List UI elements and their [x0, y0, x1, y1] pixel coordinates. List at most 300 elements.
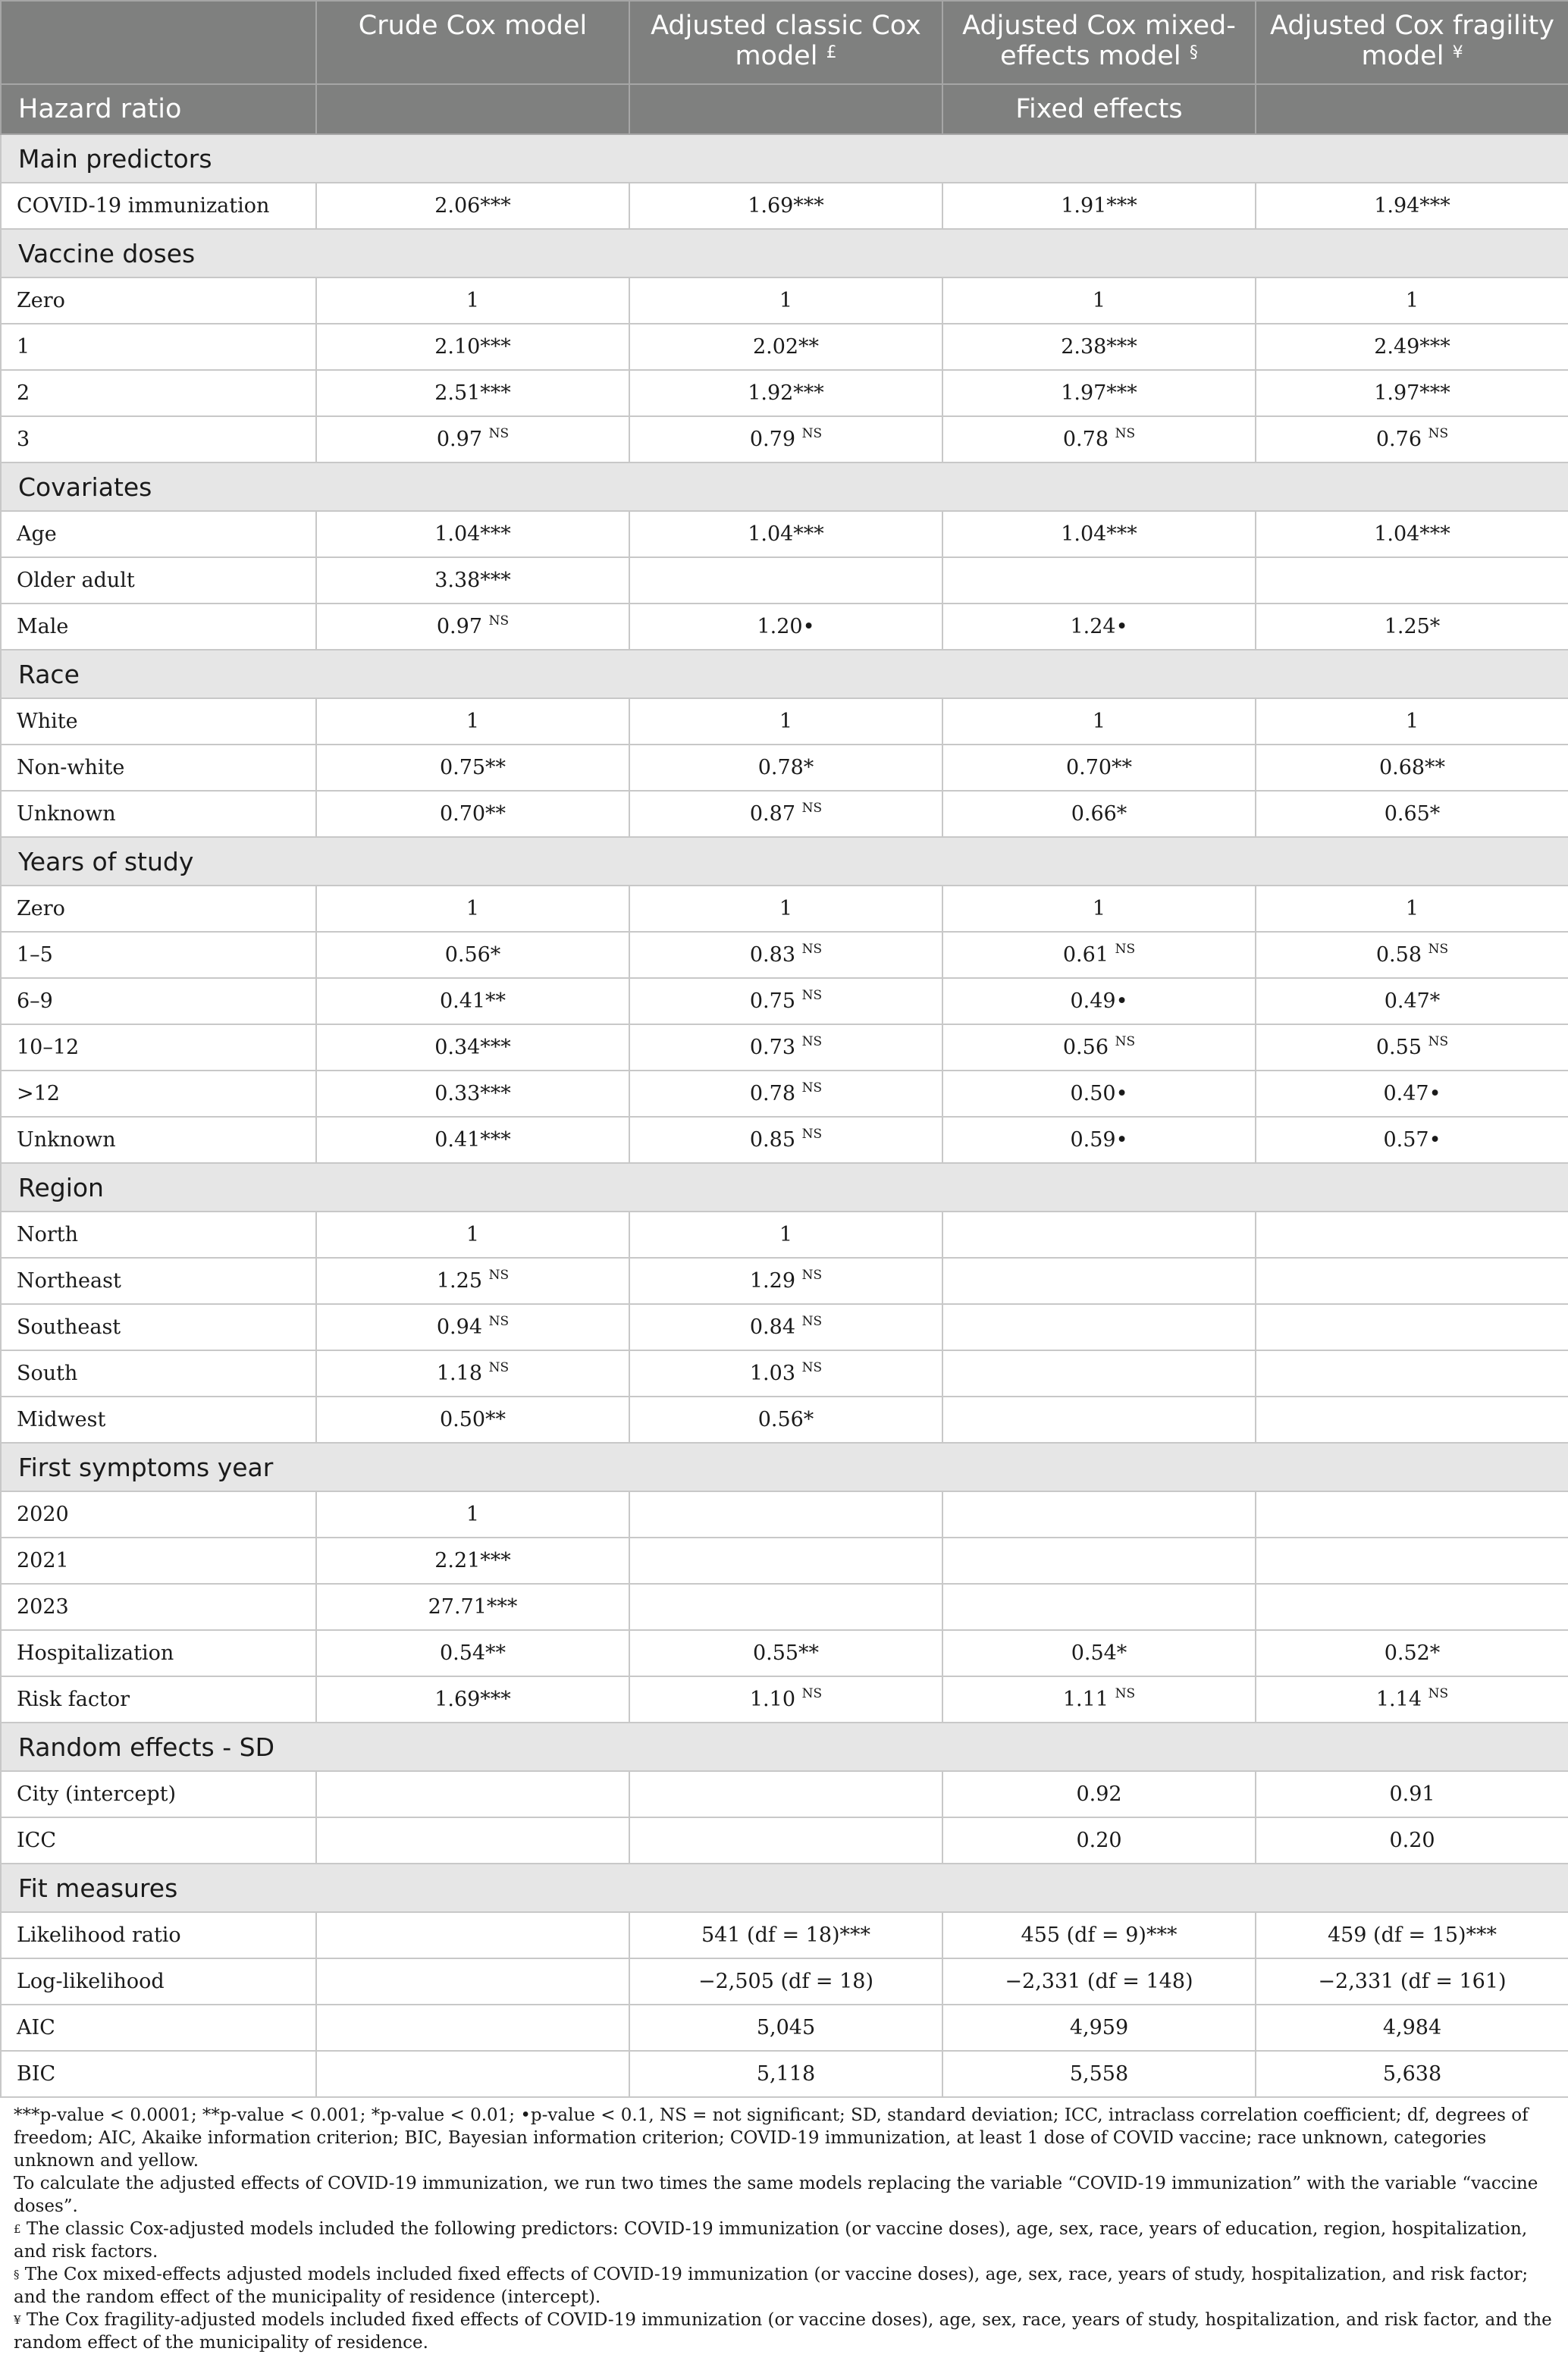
- value-cell: [629, 1258, 942, 1304]
- section-row: [1, 462, 1568, 511]
- cell-value: 0.83: [749, 943, 795, 967]
- value-cell: [316, 1630, 629, 1676]
- cell-value: 0.55**: [752, 1641, 820, 1665]
- value-cell: [316, 277, 629, 324]
- value-cell: [316, 791, 629, 837]
- value-cell: [942, 1258, 1256, 1304]
- significance-marker: NS: [1115, 1034, 1136, 1049]
- row-label: Age: [1, 511, 316, 557]
- value-cell: [942, 1630, 1256, 1676]
- table-row: [1, 1958, 1568, 2005]
- table-row: [1, 324, 1568, 370]
- significance-marker: NS: [1428, 942, 1449, 957]
- significance-marker: NS: [801, 1080, 823, 1096]
- section-title: Vaccine doses: [1, 229, 1568, 277]
- significance-marker: NS: [801, 1686, 823, 1701]
- value-cell: [316, 416, 629, 462]
- value-cell: [1256, 1771, 1568, 1817]
- cell-value: 1.14: [1375, 1688, 1422, 1711]
- cell-value: 27.71***: [428, 1595, 518, 1619]
- footnote-marker-pound: £: [826, 43, 837, 62]
- value-cell: [942, 557, 1256, 604]
- row-label: >12: [1, 1071, 316, 1117]
- value-cell: [629, 745, 942, 791]
- cell-value: 0.91: [1389, 1782, 1435, 1806]
- footnote-mixed-effects-text: The Cox mixed-effects adjusted models included fixed effects of COVID-19 immunization (or vaccine doses), age, sex, race, years of study, hospitalization, and risk factor; and the random effect of the municipality of residence (intercept).: [14, 2265, 1529, 2307]
- row-label: Likelihood ratio: [1, 1912, 316, 1958]
- header-adjusted-classic-cox-label: Adjusted classic Cox model: [651, 11, 921, 71]
- cell-value: 0.70**: [439, 802, 506, 826]
- header-crude-cox-label: Crude Cox model: [358, 11, 588, 41]
- footnote-yen-symbol: ¥: [14, 2313, 21, 2327]
- cell-value: 0.94: [436, 1315, 482, 1339]
- value-cell: [1256, 1817, 1568, 1864]
- value-cell: [942, 324, 1256, 370]
- row-label: Hospitalization: [1, 1630, 316, 1676]
- value-cell: [316, 370, 629, 416]
- value-cell: [629, 1117, 942, 1163]
- row-label: COVID-19 immunization: [1, 183, 316, 229]
- section-row: [1, 1723, 1568, 1771]
- cell-value: 1: [1092, 897, 1106, 920]
- cell-value: 0.73: [749, 1036, 795, 1059]
- cell-value: 4,959: [1069, 2016, 1129, 2039]
- significance-marker: NS: [801, 1268, 823, 1283]
- row-label: 6–9: [1, 978, 316, 1024]
- cell-value: 1: [466, 1503, 480, 1526]
- row-label: Unknown: [1, 1117, 316, 1163]
- cell-value: 1.18: [436, 1362, 482, 1385]
- cell-value: 0.85: [749, 1128, 795, 1152]
- value-cell: [942, 277, 1256, 324]
- value-cell: [316, 1304, 629, 1350]
- header-empty-cell: [1, 1, 316, 84]
- section-row: [1, 1864, 1568, 1912]
- section-row: [1, 229, 1568, 277]
- row-label: 2021: [1, 1538, 316, 1584]
- cell-value: 0.75**: [439, 756, 506, 779]
- value-cell: [316, 557, 629, 604]
- row-label: 2020: [1, 1491, 316, 1538]
- cell-value: 0.47*: [1384, 989, 1441, 1013]
- table-row: [1, 698, 1568, 745]
- value-cell: [629, 511, 942, 557]
- cell-value: 0.33***: [434, 1082, 511, 1105]
- section-title: Random effects - SD: [1, 1723, 1568, 1771]
- value-cell: [942, 604, 1256, 650]
- row-label: ICC: [1, 1817, 316, 1864]
- value-cell: [316, 1771, 629, 1817]
- table-row: [1, 277, 1568, 324]
- value-cell: [1256, 2051, 1568, 2097]
- cell-value: 2.02**: [752, 335, 820, 359]
- value-cell: [629, 1397, 942, 1443]
- cell-value: 0.56*: [757, 1408, 814, 1431]
- footnote-fragility-text: The Cox fragility-adjusted models included fixed effects of COVID-19 immunization (or vaccine doses), age, sex, race, years of study, hospitalization, and risk factor, and the random effect of the municipality of residence.: [14, 2310, 1552, 2353]
- table-row: [1, 2051, 1568, 2097]
- table-body: [1, 134, 1568, 2097]
- cell-value: 2.06***: [434, 194, 511, 218]
- cell-value: 5,045: [756, 2016, 816, 2039]
- value-cell: [629, 2051, 942, 2097]
- value-cell: [316, 183, 629, 229]
- significance-marker: NS: [801, 1314, 823, 1329]
- value-cell: [942, 932, 1256, 978]
- value-cell: [1256, 511, 1568, 557]
- cell-value: 1.94***: [1374, 194, 1450, 218]
- value-cell: [942, 370, 1256, 416]
- value-cell: [316, 1584, 629, 1630]
- value-cell: [629, 604, 942, 650]
- table-row: [1, 745, 1568, 791]
- table-row: [1, 1912, 1568, 1958]
- footnote-classic-cox: [14, 2218, 1557, 2263]
- value-cell: [1256, 557, 1568, 604]
- cell-value: 0.55: [1375, 1036, 1422, 1059]
- cell-value: 5,118: [756, 2062, 816, 2086]
- value-cell: [942, 1212, 1256, 1258]
- cell-value: 1.03: [749, 1362, 795, 1385]
- value-cell: [942, 978, 1256, 1024]
- section-title: Years of study: [1, 837, 1568, 886]
- cell-value: 1: [1092, 289, 1106, 312]
- section-row: [1, 134, 1568, 183]
- footnotes: [0, 2098, 1568, 2354]
- cell-value: 2.10***: [434, 335, 511, 359]
- value-cell: [1256, 1024, 1568, 1071]
- row-label: Log-likelihood: [1, 1958, 316, 2005]
- cell-value: 0.52*: [1384, 1641, 1441, 1665]
- value-cell: [942, 1538, 1256, 1584]
- table-row: [1, 1212, 1568, 1258]
- section-row: [1, 1163, 1568, 1212]
- value-cell: [629, 2005, 942, 2051]
- cell-value: 1: [779, 897, 793, 920]
- value-cell: [1256, 932, 1568, 978]
- significance-marker: NS: [801, 1127, 823, 1142]
- value-cell: [1256, 1304, 1568, 1350]
- cell-value: 0.20: [1389, 1829, 1435, 1852]
- cell-value: 1.25: [436, 1269, 482, 1293]
- cell-value: 0.59•: [1070, 1128, 1128, 1152]
- cell-value: 1: [779, 289, 793, 312]
- cell-value: 0.50•: [1070, 1082, 1128, 1105]
- value-cell: [942, 1071, 1256, 1117]
- cell-value: 0.58: [1375, 943, 1422, 967]
- section-row: [1, 837, 1568, 886]
- value-cell: [629, 416, 942, 462]
- value-cell: [942, 511, 1256, 557]
- significance-marker: NS: [1428, 426, 1449, 441]
- value-cell: [316, 1071, 629, 1117]
- cell-value: 1: [1405, 289, 1419, 312]
- table-row: [1, 1350, 1568, 1397]
- table-row: [1, 1258, 1568, 1304]
- cell-value: 3.38***: [434, 569, 511, 592]
- row-label: Non-white: [1, 745, 316, 791]
- cell-value: 4,984: [1382, 2016, 1442, 2039]
- cell-value: 1.04***: [434, 522, 511, 546]
- cell-value: 1.11: [1062, 1688, 1109, 1711]
- value-cell: [942, 698, 1256, 745]
- cell-value: 0.78: [749, 1082, 795, 1105]
- cell-value: 541 (df = 18)***: [701, 1923, 871, 1947]
- cell-value: 0.79: [749, 428, 795, 451]
- value-cell: [942, 1958, 1256, 2005]
- table-row: [1, 1538, 1568, 1584]
- significance-marker: NS: [801, 1034, 823, 1049]
- cell-value: 0.41***: [434, 1128, 511, 1152]
- footnote-section-symbol: §: [14, 2268, 20, 2281]
- table-row: [1, 1024, 1568, 1071]
- table-row: [1, 1630, 1568, 1676]
- value-cell: [942, 745, 1256, 791]
- section-title: Race: [1, 650, 1568, 698]
- value-cell: [316, 886, 629, 932]
- value-cell: [942, 2005, 1256, 2051]
- value-cell: [1256, 886, 1568, 932]
- value-cell: [316, 2051, 629, 2097]
- significance-marker: NS: [488, 1268, 510, 1283]
- value-cell: [942, 1771, 1256, 1817]
- value-cell: [316, 1212, 629, 1258]
- value-cell: [629, 1350, 942, 1397]
- cell-value: 1.91***: [1061, 194, 1137, 218]
- value-cell: [629, 324, 942, 370]
- row-label: 2: [1, 370, 316, 416]
- value-cell: [629, 1538, 942, 1584]
- value-cell: [629, 1912, 942, 1958]
- value-cell: [1256, 2005, 1568, 2051]
- footnote-fragility: [14, 2309, 1557, 2354]
- value-cell: [1256, 978, 1568, 1024]
- value-cell: [629, 1584, 942, 1630]
- value-cell: [629, 1676, 942, 1723]
- value-cell: [1256, 277, 1568, 324]
- cell-value: −2,331 (df = 148): [1005, 1970, 1193, 1993]
- subheader-empty-cell: [629, 84, 942, 134]
- row-label: Older adult: [1, 557, 316, 604]
- cell-value: 1: [779, 1223, 793, 1246]
- value-cell: [316, 698, 629, 745]
- cell-value: 1.69***: [748, 194, 824, 218]
- value-cell: [629, 1024, 942, 1071]
- cell-value: 2.38***: [1061, 335, 1137, 359]
- cell-value: 0.41**: [439, 989, 506, 1013]
- value-cell: [629, 557, 942, 604]
- value-cell: [316, 745, 629, 791]
- value-cell: [316, 1350, 629, 1397]
- value-cell: [629, 1958, 942, 2005]
- row-label: Unknown: [1, 791, 316, 837]
- cell-value: 0.97: [436, 428, 482, 451]
- row-label: Northeast: [1, 1258, 316, 1304]
- cell-value: 0.61: [1062, 943, 1109, 967]
- cell-value: 0.68**: [1378, 756, 1446, 779]
- significance-marker: NS: [1115, 942, 1136, 957]
- table-row: [1, 370, 1568, 416]
- table-row: [1, 1071, 1568, 1117]
- cell-value: 2.49***: [1374, 335, 1450, 359]
- header-adjusted-fragility: [1256, 1, 1568, 84]
- row-label: Midwest: [1, 1397, 316, 1443]
- value-cell: [1256, 1584, 1568, 1630]
- footnote-vaccine-doses: To calculate the adjusted effects of COVID-19 immunization, we run two times the same models replacing the variable “COVID-19 immunization” with the variable “vaccine doses”.: [14, 2174, 1538, 2216]
- cell-value: 1.69***: [434, 1688, 511, 1711]
- row-label: Male: [1, 604, 316, 650]
- value-cell: [316, 1538, 629, 1584]
- cell-value: 0.50**: [439, 1408, 506, 1431]
- value-cell: [316, 1397, 629, 1443]
- value-cell: [1256, 1491, 1568, 1538]
- cell-value: 0.57•: [1383, 1128, 1441, 1152]
- value-cell: [629, 932, 942, 978]
- significance-marker: NS: [488, 426, 510, 441]
- table-row: [1, 1584, 1568, 1630]
- table-row: [1, 978, 1568, 1024]
- value-cell: [629, 1817, 942, 1864]
- significance-marker: NS: [1115, 1686, 1136, 1701]
- header-adjusted-classic-cox: [629, 1, 942, 84]
- table-row: [1, 1676, 1568, 1723]
- cell-value: 1: [1405, 710, 1419, 733]
- table-row: [1, 511, 1568, 557]
- significance-marker: NS: [801, 942, 823, 957]
- value-cell: [1256, 604, 1568, 650]
- value-cell: [1256, 1958, 1568, 2005]
- value-cell: [942, 1117, 1256, 1163]
- value-cell: [942, 1491, 1256, 1538]
- row-label: BIC: [1, 2051, 316, 2097]
- significance-marker: NS: [1428, 1034, 1449, 1049]
- value-cell: [1256, 791, 1568, 837]
- value-cell: [1256, 416, 1568, 462]
- value-cell: [629, 1630, 942, 1676]
- row-label: North: [1, 1212, 316, 1258]
- value-cell: [942, 183, 1256, 229]
- value-cell: [942, 1397, 1256, 1443]
- cell-value: 1.24•: [1070, 615, 1128, 638]
- cell-value: 0.65*: [1384, 802, 1441, 826]
- row-label: AIC: [1, 2005, 316, 2051]
- section-title: Covariates: [1, 462, 1568, 511]
- value-cell: [316, 1817, 629, 1864]
- value-cell: [629, 183, 942, 229]
- table-row: [1, 1304, 1568, 1350]
- significance-marker: NS: [1115, 426, 1136, 441]
- value-cell: [1256, 183, 1568, 229]
- header-crude-cox: [316, 1, 629, 84]
- value-cell: [1256, 1258, 1568, 1304]
- significance-marker: NS: [801, 1360, 823, 1375]
- table-row: [1, 1117, 1568, 1163]
- cell-value: 2.51***: [434, 381, 511, 405]
- cell-value: 1: [779, 710, 793, 733]
- value-cell: [1256, 324, 1568, 370]
- cell-value: 0.75: [749, 989, 795, 1013]
- value-cell: [316, 978, 629, 1024]
- fixed-effects-label: Fixed effects: [942, 84, 1256, 134]
- significance-marker: NS: [801, 426, 823, 441]
- cell-value: 0.20: [1076, 1829, 1122, 1852]
- footnote-abbreviations: ***p-value < 0.0001; **p-value < 0.001; *p-value < 0.01; •p-value < 0.1, NS = not significant; SD, standard deviation; ICC, intraclass correlation coefficient; df, degrees of freedom; AIC, Akaike information criterion; BIC, Bayesian information criterion; COVID-19 immunization, at least 1 dose of COVID vaccine; race unknown, categories unknown and yellow.: [14, 2105, 1529, 2171]
- value-cell: [629, 1304, 942, 1350]
- value-cell: [1256, 1912, 1568, 1958]
- cell-value: 0.47•: [1383, 1082, 1441, 1105]
- section-title: Main predictors: [1, 134, 1568, 183]
- value-cell: [316, 932, 629, 978]
- cell-value: 1.20•: [757, 615, 815, 638]
- cell-value: 1.92***: [748, 381, 824, 405]
- cell-value: 0.56*: [444, 943, 501, 967]
- footnote-marker-section: §: [1189, 43, 1198, 62]
- cell-value: 0.76: [1375, 428, 1422, 451]
- cell-value: 459 (df = 15)***: [1327, 1923, 1497, 1947]
- cell-value: 5,638: [1382, 2062, 1442, 2086]
- header-adjusted-mixed-effects: [942, 1, 1256, 84]
- value-cell: [316, 1117, 629, 1163]
- cell-value: 0.84: [749, 1315, 795, 1339]
- cell-value: 0.78: [1062, 428, 1109, 451]
- cell-value: 0.97: [436, 615, 482, 638]
- row-label: Zero: [1, 886, 316, 932]
- cell-value: 455 (df = 9)***: [1021, 1923, 1178, 1947]
- cell-value: 0.78*: [757, 756, 814, 779]
- significance-marker: NS: [1428, 1686, 1449, 1701]
- table-row: [1, 932, 1568, 978]
- row-label: 1–5: [1, 932, 316, 978]
- value-cell: [629, 698, 942, 745]
- cell-value: 1: [466, 710, 480, 733]
- table-row: [1, 2005, 1568, 2051]
- table-row: [1, 557, 1568, 604]
- header-row: [1, 1, 1568, 84]
- table-row: [1, 416, 1568, 462]
- cell-value: 1.04***: [1061, 522, 1137, 546]
- row-label: 3: [1, 416, 316, 462]
- header-adjusted-fragility-label: Adjusted Cox fragility model: [1270, 11, 1554, 71]
- cell-value: 0.54**: [439, 1641, 506, 1665]
- section-row: [1, 650, 1568, 698]
- cell-value: 2.21***: [434, 1549, 511, 1572]
- value-cell: [629, 1771, 942, 1817]
- value-cell: [1256, 1397, 1568, 1443]
- header-adjusted-mixed-effects-label: Adjusted Cox mixed-effects model: [962, 11, 1236, 71]
- section-title: First symptoms year: [1, 1443, 1568, 1491]
- cell-value: −2,331 (df = 161): [1318, 1970, 1507, 1993]
- row-label: Zero: [1, 277, 316, 324]
- cell-value: 0.92: [1076, 1782, 1122, 1806]
- footnote-marker-yen: ¥: [1452, 43, 1463, 62]
- cell-value: 1.04***: [748, 522, 824, 546]
- subheader-empty-cell: [1256, 84, 1568, 134]
- value-cell: [1256, 1630, 1568, 1676]
- cell-value: 0.70**: [1065, 756, 1133, 779]
- value-cell: [1256, 1676, 1568, 1723]
- table-row: [1, 886, 1568, 932]
- footnote-pound-symbol: £: [14, 2222, 21, 2236]
- cell-value: 0.34***: [434, 1036, 511, 1059]
- value-cell: [316, 1024, 629, 1071]
- hazard-ratio-label: Hazard ratio: [1, 84, 316, 134]
- significance-marker: NS: [488, 613, 510, 629]
- row-label: White: [1, 698, 316, 745]
- cell-value: 0.66*: [1071, 802, 1127, 826]
- value-cell: [942, 1024, 1256, 1071]
- row-label: 1: [1, 324, 316, 370]
- value-cell: [942, 1676, 1256, 1723]
- cell-value: 0.54*: [1071, 1641, 1127, 1665]
